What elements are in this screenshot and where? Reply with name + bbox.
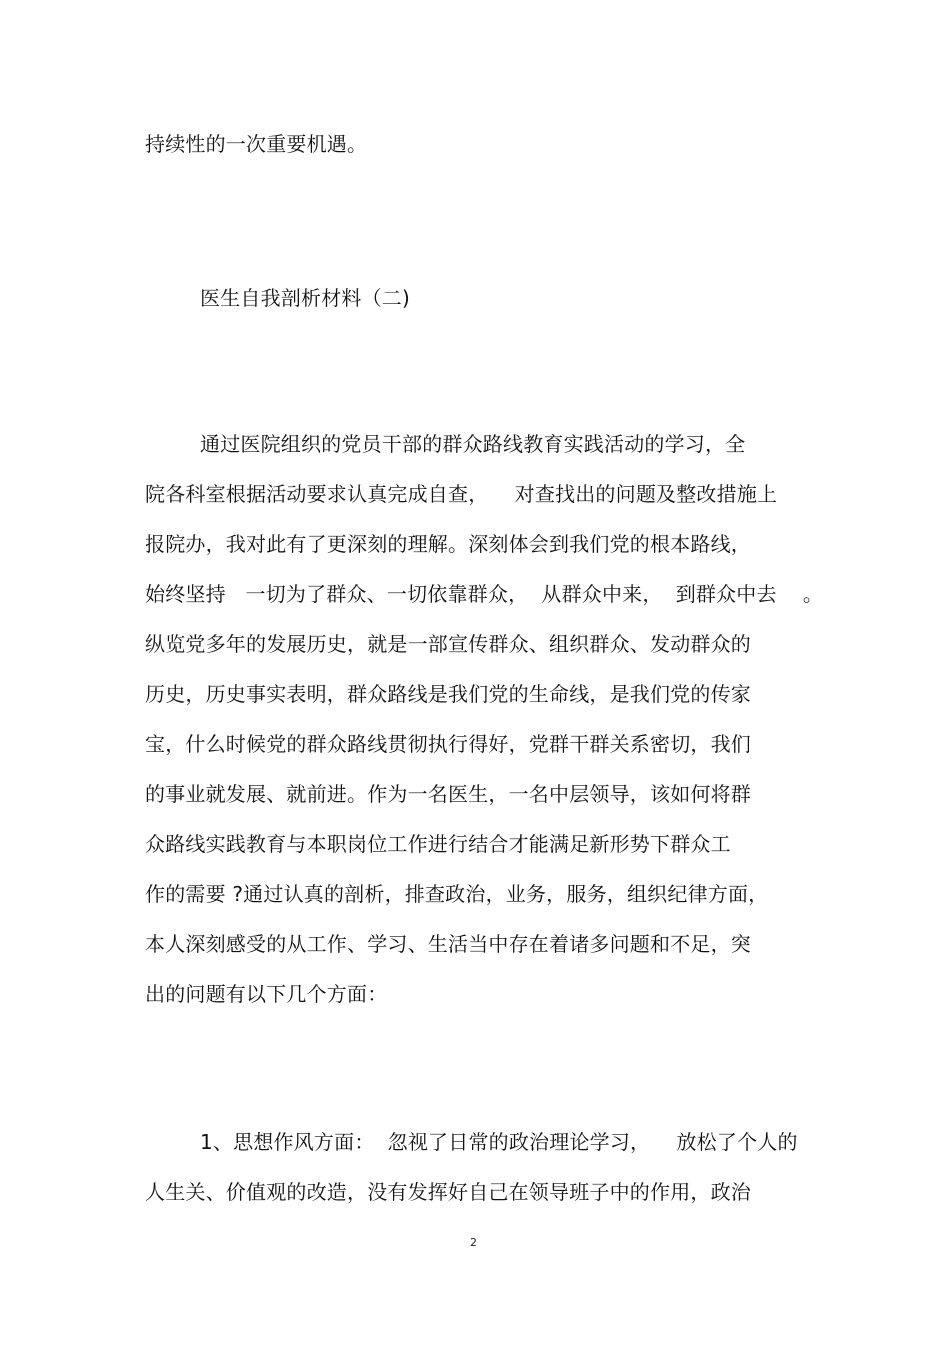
paragraph-line: 通过医院组织的党员干部的群众路线教育实践活动的学习，全 xyxy=(200,432,746,456)
page-number: 2 xyxy=(470,1236,477,1249)
paragraph-line: 出的问题有以下几个方面： xyxy=(145,982,388,1006)
section-line: 人生关、价值观的改造，没有发挥好自己在领导班子中的作用，政治 xyxy=(145,1180,751,1204)
paragraph-line: 报院办，我对此有了更深刻的理解。深刻体会到我们党的根本路线， xyxy=(145,532,751,556)
paragraph-line: 历史，历史事实表明，群众路线是我们党的生命线，是我们党的传家 xyxy=(145,682,751,706)
paragraph-line: 众路线实践教育与本职岗位工作进行结合才能满足新形势下群众工 xyxy=(145,832,731,856)
paragraph-line: 本人深刻感受的从工作、学习、生活当中存在着诸多问题和不足，突 xyxy=(145,932,751,956)
continuation-text-line: 持续性的一次重要机遇。 xyxy=(145,132,368,156)
paragraph-line: 宝，什么时候党的群众路线贯彻执行得好，党群干群关系密切，我们 xyxy=(145,732,751,756)
paragraph-line: 纵览党多年的发展历史，就是一部宣传群众、组织群众、发动群众的 xyxy=(145,632,751,656)
section-heading: 医生自我剖析材料（二) xyxy=(200,286,411,310)
paragraph-line: 的事业就发展、就前进。作为一名医生，一名中层领导，该如何将群 xyxy=(145,782,751,806)
paragraph-line: 作的需要 ?通过认真的剖析，排查政治，业务，服务，组织纪律方面， xyxy=(145,882,769,906)
paragraph-line: 院各科室根据活动要求认真完成自查， 对查找出的问题及整改措施上 xyxy=(145,482,778,506)
section-line: 1、思想作风方面： 忽视了日常的政治理论学习， 放松了个人的 xyxy=(200,1130,798,1154)
paragraph-line: 始终坚持 一切为了群众、一切依靠群众， 从群众中来， 到群众中去 。 xyxy=(145,582,824,606)
